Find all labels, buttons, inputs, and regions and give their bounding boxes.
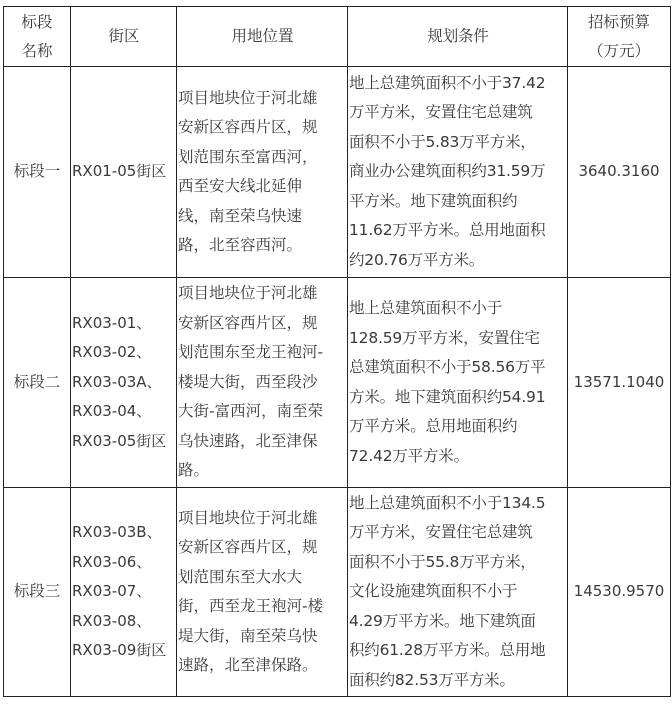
block-cell: RX03-03B、 RX03-06、 RX03-07、 RX03-08、 RX03-09街区	[71, 488, 177, 697]
block-cell: RX03-01、 RX03-02、 RX03-03A、 RX03-04、 RX03-05街区	[71, 278, 177, 488]
budget-cell: 13571.1040	[568, 278, 671, 488]
segment-name-cell: 标段二	[4, 278, 71, 488]
header-location: 用地位置	[177, 7, 348, 67]
header-budget: 招标预算 （万元）	[568, 7, 671, 67]
header-conditions: 规划条件	[348, 7, 568, 67]
location-cell: 项目地块位于河北雄 安新区容西片区，规 划范围东至富西河， 西至安大线北延伸 线，南至荣乌快速 路，北至容西河。	[177, 67, 348, 278]
location-cell: 项目地块位于河北雄 安新区容西片区，规 划范围东至龙王袍河- 楼堤大街，西至段沙 大街-富西河，南至荣 乌快速路，北至津保 路。	[177, 278, 348, 488]
bid-sections-table	[3, 6, 671, 697]
location-cell: 项目地块位于河北雄 安新区容西片区，规 划范围东至大水大 街，西至龙王袍河-楼 堤大街，南至荣乌快 速路，北至津保路。	[177, 488, 348, 697]
segment-name-cell: 标段一	[4, 67, 71, 278]
budget-cell: 3640.3160	[568, 67, 671, 278]
table-header-row	[4, 7, 671, 67]
table-row	[4, 488, 671, 697]
table-row	[4, 278, 671, 488]
budget-cell: 14530.9570	[568, 488, 671, 697]
conditions-cell: 地上总建筑面积不小于37.42 万平方米，安置住宅总建筑 面积不小于5.83万平方米， 商业办公建筑面积约31.59万 平方米。地下建筑面积约 11.62万平方米。总用地面积 约20.76万平方米。	[348, 67, 568, 278]
header-segment-name: 标段 名称	[4, 7, 71, 67]
table-row	[4, 67, 671, 278]
conditions-cell: 地上总建筑面积不小于 128.59万平方米，安置住宅 总建筑面积不小于58.56万平 方米。地下建筑面积约54.91 万平方米。总用地面积约 72.42万平方米。	[348, 278, 568, 488]
header-block: 街区	[71, 7, 177, 67]
conditions-cell: 地上总建筑面积不小于134.5 万平方米，安置住宅总建筑 面积不小于55.8万平方米， 文化设施建筑面积不小于 4.29万平方米。地下建筑面 积约61.28万平方米。总用地 面积约82.53万平方米。	[348, 488, 568, 697]
block-cell: RX01-05街区	[71, 67, 177, 278]
segment-name-cell: 标段三	[4, 488, 71, 697]
